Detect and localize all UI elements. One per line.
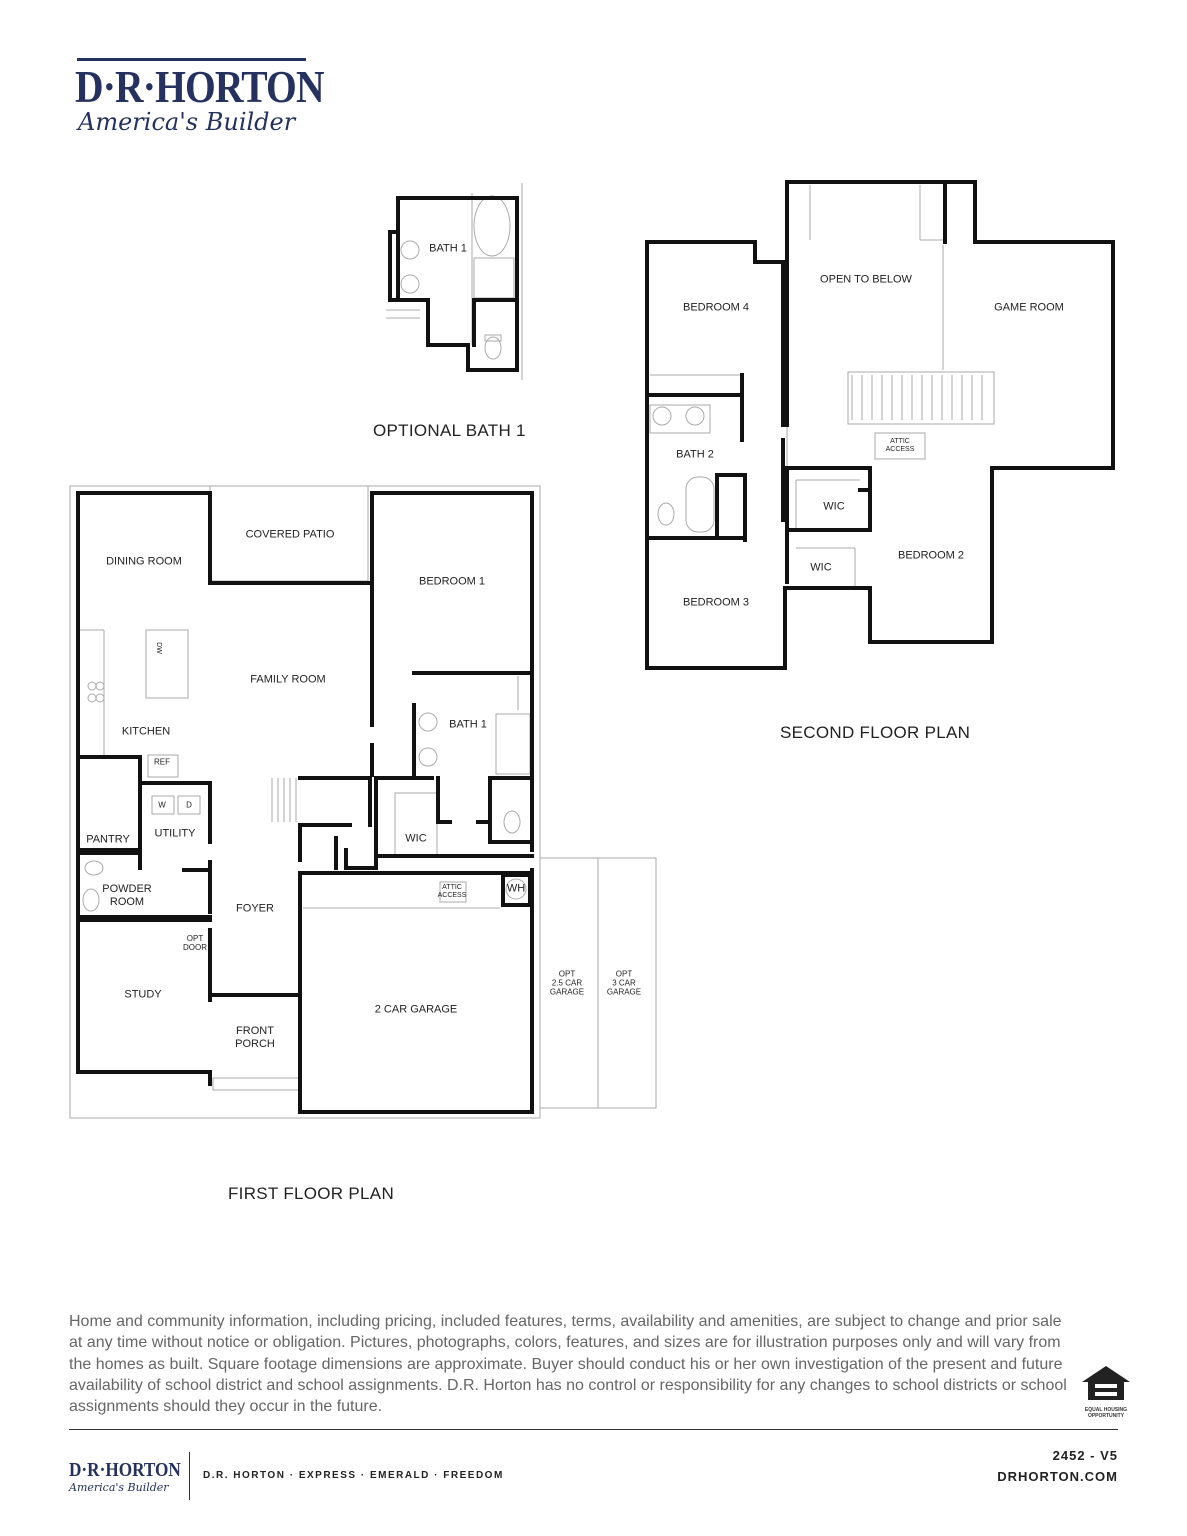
footer-rule: [69, 1429, 1118, 1430]
upper-attic-access-label: ATTIC ACCESS: [885, 438, 915, 453]
bath2-label: BATH 2: [676, 448, 714, 461]
family-room-label: FAMILY ROOM: [250, 673, 326, 686]
bedroom3-label: BEDROOM 3: [682, 596, 750, 609]
study-label: STUDY: [124, 988, 162, 1001]
wic-lower-label: WIC: [810, 561, 832, 574]
dishwasher-label: DW: [155, 642, 162, 654]
footer-brand-family: D.R. HORTON · EXPRESS · EMERALD · FREEDOM: [203, 1470, 504, 1481]
disclaimer-text: Home and community information, including pricing, included features, terms, availability and amenities, are subject to change and prior sale at any time without notice or obligation. Pictures, photographs, colors, features, and sizes are for illustration purposes only and will vary from the homes as built. Square footage dimensions are approximate. Buyer should conduct his or her own investigation of the present and future availability of school district and school assignments. D.R. Horton has no control or responsibility for any changes to school districts or school assignments should they occur in the future.: [69, 1313, 1067, 1416]
foyer-label: FOYER: [236, 902, 274, 915]
refrigerator-label: REF: [154, 757, 170, 767]
bath1-label: BATH 1: [449, 718, 487, 731]
washer-label: W: [158, 800, 166, 810]
dining-room-label: DINING ROOM: [106, 555, 182, 568]
front-porch-label: FRONT PORCH: [235, 1025, 275, 1050]
kitchen-label: KITCHEN: [121, 725, 171, 738]
garage-label: 2 CAR GARAGE: [374, 1003, 458, 1016]
wic-upper-label: WIC: [823, 500, 845, 513]
opt-bath1-label: BATH 1: [429, 242, 467, 255]
footer-brand-tagline: America's Builder: [69, 1481, 169, 1494]
second-floor-title: SECOND FLOOR PLAN: [780, 723, 971, 742]
equal-housing-logo: [1078, 1364, 1134, 1419]
covered-patio-label: COVERED PATIO: [245, 528, 335, 541]
website-link[interactable]: DRHORTON.COM: [997, 1469, 1118, 1484]
bedroom1-label: BEDROOM 1: [418, 575, 486, 588]
footer-brand-name: D·R·HORTON: [69, 1459, 181, 1481]
equal-housing-line1: EQUAL HOUSING: [1084, 1407, 1128, 1413]
opt-3-car-garage-label: OPT 3 CAR GARAGE: [606, 969, 642, 997]
pantry-label: PANTRY: [86, 833, 130, 846]
bedroom4-label: BEDROOM 4: [682, 301, 750, 314]
opt-25-car-garage-label: OPT 2.5 CAR GARAGE: [549, 969, 585, 997]
brand-logo-name: D·R·HORTON: [75, 61, 324, 112]
plan-code: 2452 - V5: [1052, 1448, 1118, 1463]
equal-housing-house-icon: [1080, 1364, 1132, 1402]
brand-tagline: America's Builder: [78, 108, 296, 136]
game-room-label: GAME ROOM: [994, 301, 1064, 314]
equal-housing-line2: OPPORTUNITY: [1087, 1413, 1125, 1419]
powder-room-label: POWDER ROOM: [102, 883, 152, 908]
dryer-label: D: [186, 800, 192, 810]
optional-bath-title: OPTIONAL BATH 1: [373, 421, 526, 440]
footer-divider: [189, 1452, 190, 1500]
opt-door-label: OPT DOOR: [183, 934, 207, 952]
open-to-below-label: OPEN TO BELOW: [820, 273, 912, 286]
bedroom2-label: BEDROOM 2: [897, 549, 965, 562]
attic-access-label: ATTIC ACCESS: [437, 884, 467, 899]
water-heater-label: WH: [506, 882, 526, 895]
utility-label: UTILITY: [154, 827, 196, 840]
wic-label: WIC: [405, 832, 427, 845]
first-floor-title: FIRST FLOOR PLAN: [228, 1184, 395, 1203]
